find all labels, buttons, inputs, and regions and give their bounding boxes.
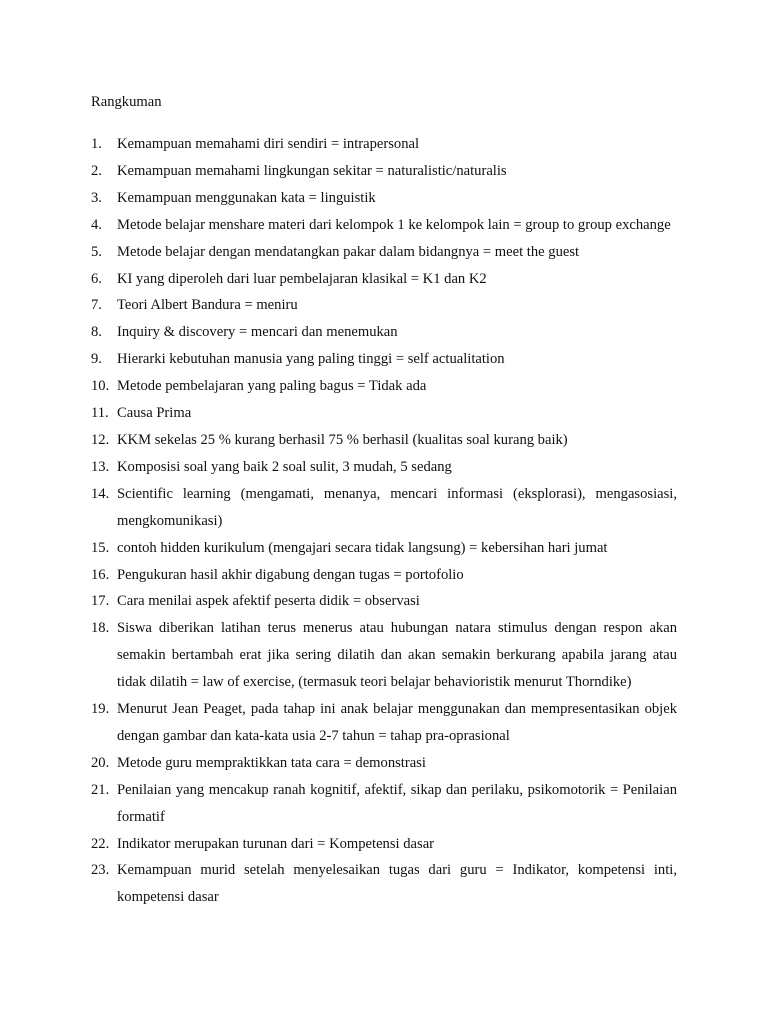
list-item <box>91 857 677 911</box>
list-item-number: 3. <box>91 189 102 206</box>
list-item-number: 7. <box>91 297 102 314</box>
list-item-number: 20. <box>91 754 110 771</box>
list-item-number: 21. <box>91 781 110 798</box>
list-item-text: Kemampuan menggunakan kata = linguistik <box>117 189 376 206</box>
list-item-number: 23. <box>91 862 110 879</box>
list-item <box>91 266 677 293</box>
list-item-text: Causa Prima <box>117 405 192 422</box>
list-item-number: 17. <box>91 593 110 610</box>
list-item <box>91 158 677 185</box>
list-item-text: Hierarki kebutuhan manusia yang paling tinggi = self actualitation <box>117 351 505 368</box>
list-item-text: Kemampuan memahami lingkungan sekitar = naturalistic/naturalis <box>117 162 507 179</box>
list-item <box>91 535 677 562</box>
list-item-text: Inquiry & discovery = mencari dan menemukan <box>117 324 398 341</box>
list-item <box>91 454 677 481</box>
list-item-text: Penilaian yang mencakup ranah kognitif, afektif, sikap dan perilaku, psikomotorik = Penilaian formatif <box>117 781 677 825</box>
list-item <box>91 831 677 858</box>
list-item-number: 10. <box>91 378 110 395</box>
list-item-number: 16. <box>91 566 110 583</box>
list-item-text: Siswa diberikan latihan terus menerus atau hubungan natara stimulus dengan respon akan semakin bertambah erat jika sering dilatih dan akan semakin berkurang apabila jarang atau tidak dilatih = law of exercise, (termasuk teori belajar behavioristik menurut Thorndike) <box>117 620 677 691</box>
list-item-text: KI yang diperoleh dari luar pembelajaran klasikal = K1 dan K2 <box>117 270 487 287</box>
list-item <box>91 777 677 831</box>
list-item <box>91 562 677 589</box>
list-item <box>91 212 677 239</box>
list-item <box>91 588 677 615</box>
list-item-text: Komposisi soal yang baik 2 soal sulit, 3 mudah, 5 sedang <box>117 458 452 475</box>
list-item-number: 22. <box>91 835 110 852</box>
list-item-number: 8. <box>91 324 102 341</box>
list-item-number: 19. <box>91 701 110 718</box>
list-item-text: Indikator merupakan turunan dari = Kompetensi dasar <box>117 835 435 852</box>
list-item-number: 1. <box>91 136 102 152</box>
list-item-text: Metode pembelajaran yang paling bagus = Tidak ada <box>117 378 427 395</box>
list-item <box>91 696 677 750</box>
list-item-number: 9. <box>91 351 102 368</box>
list-item-text: Cara menilai aspek afektif peserta didik = observasi <box>117 593 420 610</box>
list-item-number: 4. <box>91 216 102 233</box>
list-item-number: 12. <box>91 431 110 448</box>
list-item-text: contoh hidden kurikulum (mengajari secara tidak langsung) = kebersihan hari jumat <box>117 539 608 556</box>
page-title: Rangkuman <box>91 94 162 110</box>
list-item-number: 2. <box>91 162 102 179</box>
list-item <box>91 239 677 266</box>
list-item <box>91 615 677 696</box>
list-item-number: 5. <box>91 243 102 260</box>
list-item <box>91 427 677 454</box>
list-item-number: 18. <box>91 620 110 637</box>
list-item-text: Scientific learning (mengamati, menanya, mencari informasi (eksplorasi), mengasosiasi, mengkomunikasi) <box>117 485 677 529</box>
list-item <box>91 292 677 319</box>
list-item-number: 11. <box>91 405 109 422</box>
list-item <box>91 481 677 535</box>
list-item <box>91 319 677 346</box>
list-item-text: Menurut Jean Peaget, pada tahap ini anak belajar menggunakan dan mempresentasikan objek dengan gambar dan kata-kata usia 2-7 tahun = tahap pra-oprasional <box>117 701 677 744</box>
list-item-text: Metode guru mempraktikkan tata cara = demonstrasi <box>117 754 426 771</box>
list-item-number: 6. <box>91 270 102 287</box>
list-item-text: Teori Albert Bandura = meniru <box>117 297 298 314</box>
list-item-text: Kemampuan murid setelah menyelesaikan tugas dari guru = Indikator, kompetensi inti, kompetensi dasar <box>117 862 677 906</box>
list-item <box>91 131 677 158</box>
list-item-text: Metode belajar dengan mendatangkan pakar dalam bidangnya = meet the guest <box>117 243 580 260</box>
list-item-number: 14. <box>91 485 110 502</box>
list-item <box>91 346 677 373</box>
list-item <box>91 750 677 777</box>
list-item-number: 13. <box>91 458 110 475</box>
summary-list <box>91 131 677 911</box>
list-item <box>91 185 677 212</box>
list-item-text: KKM sekelas 25 % kurang berhasil 75 % berhasil (kualitas soal kurang baik) <box>117 431 568 448</box>
list-item-text: Kemampuan memahami diri sendiri = intrapersonal <box>117 136 420 152</box>
list-item-number: 15. <box>91 539 110 556</box>
list-item-text: Pengukuran hasil akhir digabung dengan tugas = portofolio <box>117 566 464 583</box>
list-item-text: Metode belajar menshare materi dari kelompok 1 ke kelompok lain = group to group exchange <box>117 216 671 233</box>
list-item <box>91 400 677 427</box>
list-item <box>91 373 677 400</box>
